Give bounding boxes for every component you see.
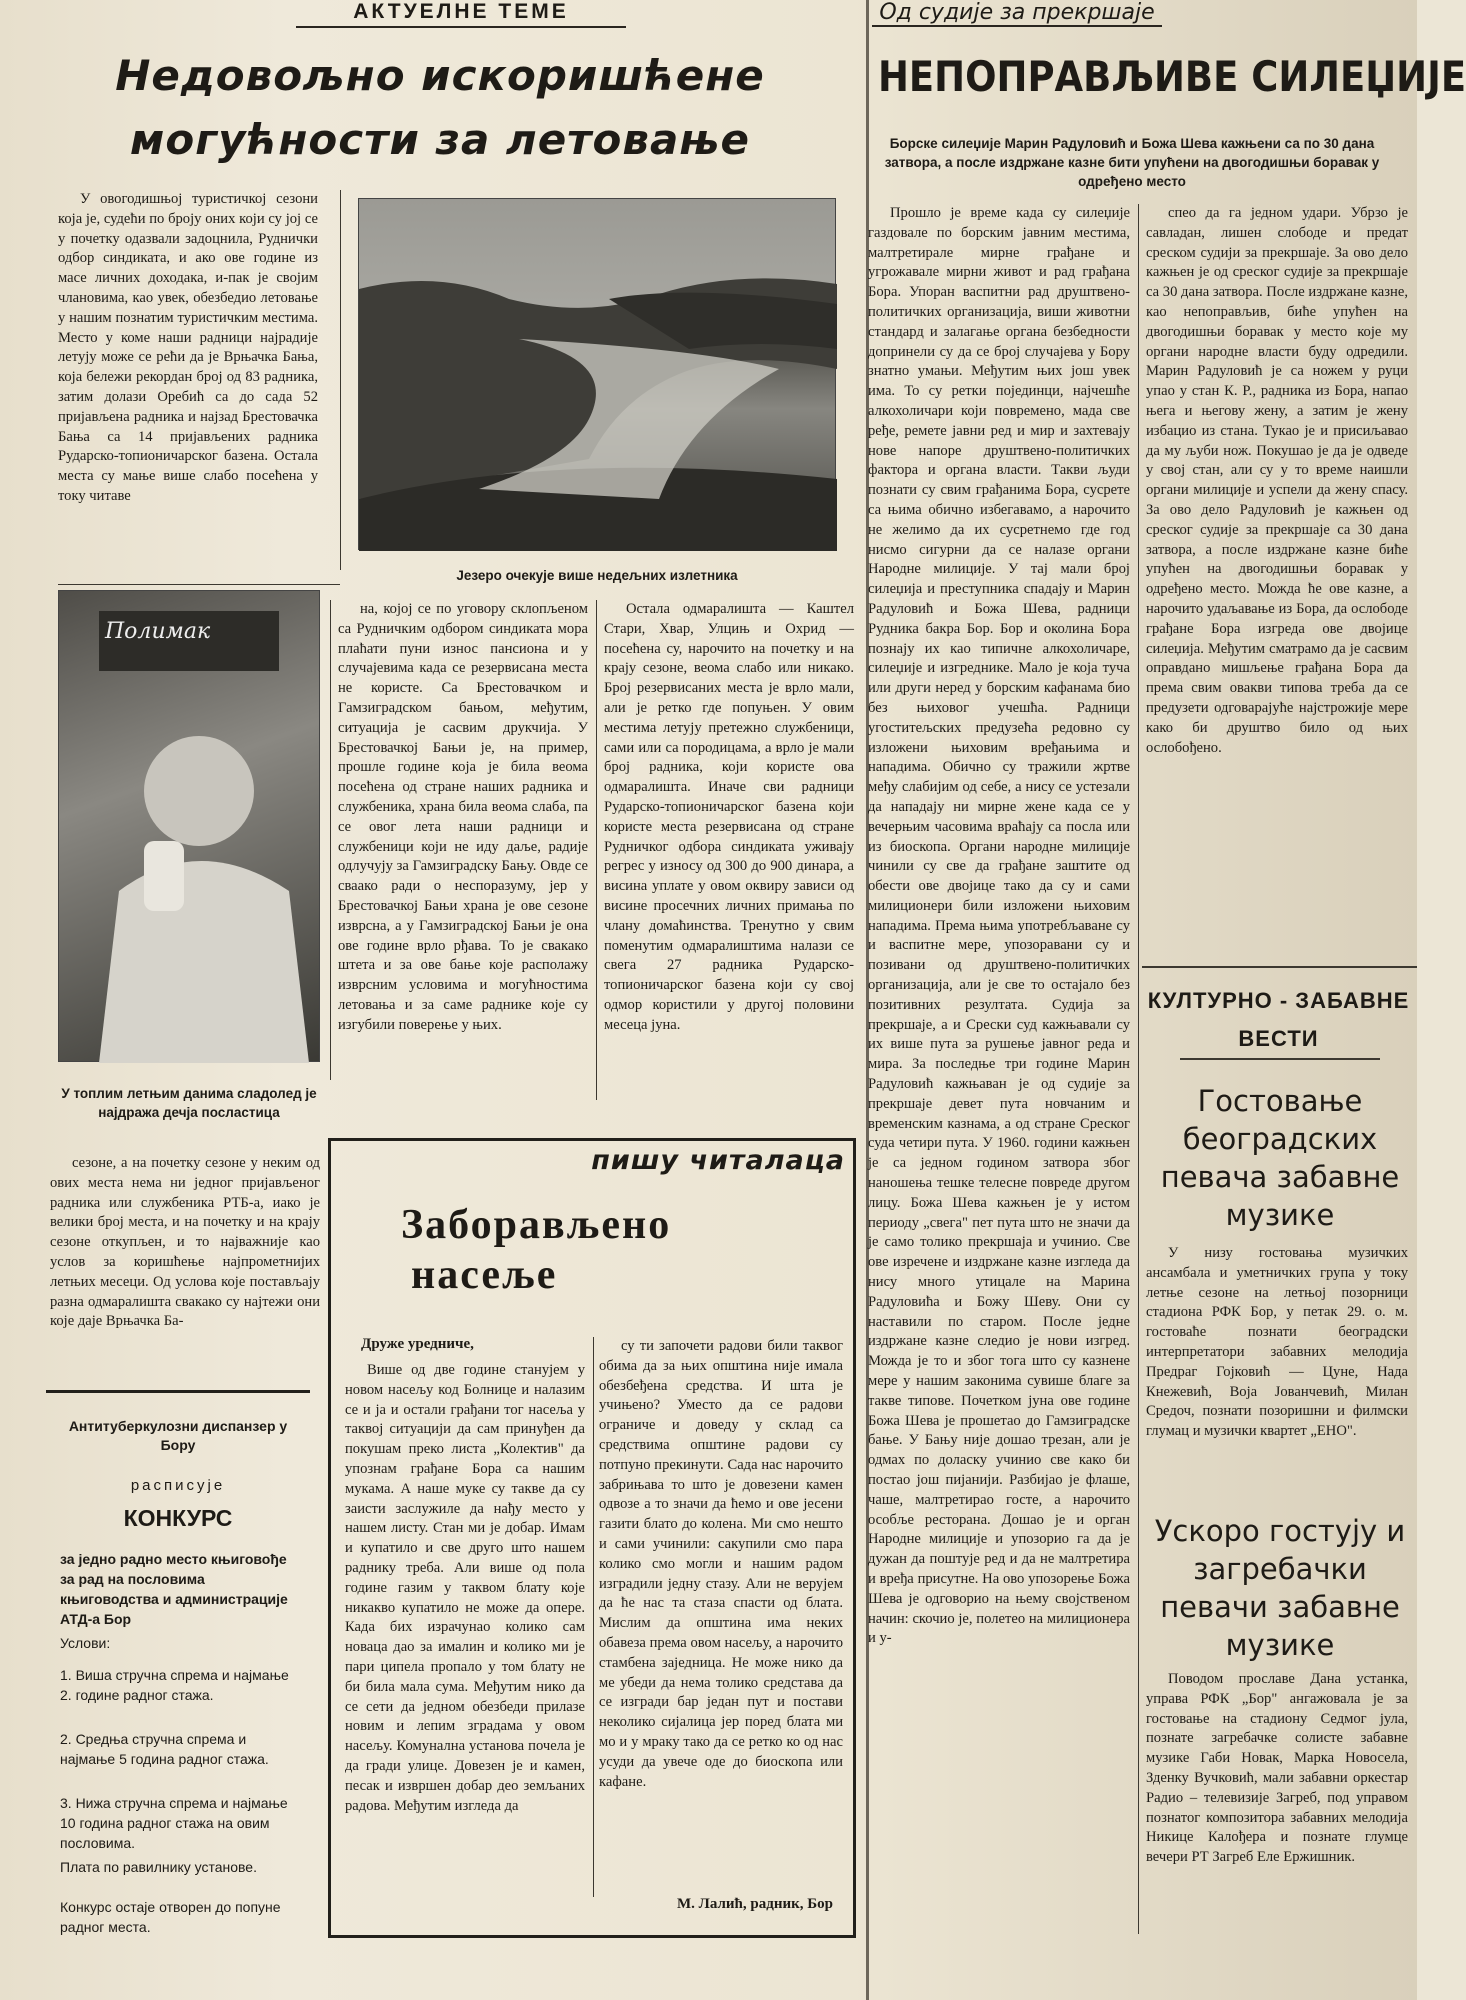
article-column-2: на, којој се по уговору склопљеном са Рудничким одбором синдиката мора плаћати пуни износ пансиона и у случајевима када се резервисана места не користе. Са Брестовачком и Гамзиградском бањом, међутим, ситуација је сасвим друкчија. У Брестовачкој Бањи је, на пример, прошле године која је била веома посећена од стране наших радника и службеника, храна била веома слаба, па се овог лета наши радници и службеници који не иду даље, радије одлучују за Гамзиградску Бању. Овде се сваако ради о неспоразуму, јер у Брестовачкој Бањи храна је ове сезоне изврсна, а у Гамзиградској Бањи је она ове године врло рђава. То је свакако штета и за ове бање које располажу изврсним условима и могућностима летовања и за саме раднике које су изгубили поверење у њих.: [338, 601, 588, 1033]
reader-letter-box: [328, 1138, 856, 1938]
news2-body: Поводом прославе Дана устанка, управа РФК „Бор" ангажовала је за гостовање на стадиону Седмог јула, познате загребачке солисте забавне музике Габи Новак, Марка Новосела, Зденку Вучковић, мали забавни оркестар Радио – телевизије Загреб, под управом познатог композитора забавних мелодија Никице Калођера и познате глумце вечери РТ Загреб Еле Ержишник.: [1146, 1671, 1408, 1866]
ad-verb: расписује: [130, 1477, 226, 1494]
intro-divider: [340, 190, 341, 570]
ad-conditions-title: Услови:: [60, 1635, 111, 1651]
boy-photo-drawing: [59, 591, 321, 1063]
letter-title-line2: насеље: [411, 1252, 558, 1298]
col-divider-1: [330, 600, 331, 1080]
culture-header-line1: КУЛТУРНО - ЗАБАВНЕ: [1147, 988, 1410, 1013]
letter-column-1: Више од две године станујем у новом насељу код Болнице и налазим се и ја и остали грађани тог насеља у таквој ситуацији да сам принуђен да покушам преко листа „Колектив" да упознам грађане Бора са нашим мукама. А наше муке су такве да су заисти заслужиле да нађу место у нашем листу. Стан ми је добар. Имам и купатило и све друго што нашем раднику треба. Али више од пола године газим у таквом блату које никакво купатило не може да опере. Када бих израчунао колико сам новаца дао за ималин и колико ми је пари ципела пропало у том блату не би била мала сума. Међутим нико да се сети да једном обезбеди прилазе новим и лепим зградама у овом насељу. Комунална установа почела је да гради улице. Довезен је и камен, песак и извршен добар део земљаних радова. Међутим изгледа да: [345, 1362, 585, 1814]
right-headline: НЕПОПРАВЉИВЕ СИЛЕЏИЈЕ: [878, 52, 1466, 101]
intro-column: У овогодишњој туристичкој сезони која је, судећи по броју оних који су јој се у почетку одазвали задоцнила, Руднички одбор синдиката, и ако ове године из масе личних доходака, и-пак је својим члановима, као увек, обезбедио летовање у нашим познатим туристичким местима. Место у коме наши радници најрадије летују може се рећи да је Врњачка Бања, која бележи рекордан број од 83 радника, затим долази Оребић са до сада 52 пријављена радника и најзад Брестовачка Бања са 14 пријављених радника Рударско-топионичарског базена. Остала места су мање више слабо посећена у току читаве: [58, 191, 318, 504]
culture-header-underline: [1180, 1058, 1380, 1060]
intro-bottom-rule: [58, 584, 340, 585]
letter-divider: [593, 1337, 594, 1897]
letter-salutation: Друже уредниче,: [361, 1336, 474, 1352]
right-article-column-1: Прошло је време када су силеџије газдовале по борским јавним местима, малтретирале мирне грађане и угрожавале мирни живот и рад грађана Бора. Упоран васпитни рад друштвено-политичких организација, виши животни стандард и залагање органа безбедности допринели су да се број случајева у Бору знатно умањи. Међутим њих још увек има. То су ретки појединци, најчешће алкохоличари који повремено, мада све ређе, ремете јавни ред и мир и захтевају нове напоре друштвено-политичких фактора и органа власти. Такви људи познати су свим грађанима Бора, сусрете са њима обично избегавамо, а нарочито не желимо да их сусретнемо где год нисмо сигурни да се налазе органи Народне милиције. У тај мали број силеџија и преступника спадају и Марин Радуловић и Божа Шева, радници Рудника бакра Бор. Бор и околина Бора познају их као типичне алкохоличаре, силеџије и изгреднике. Мало је која туча или други неред у борским кафанама био без њиховог учешћа. Радници угоститељских предузећа редовно су изложени њиховим вређањима и нападима. Обично су тражили жртве међу слабијим од себе, а нису се устезали да нападају ни мирне жене када се у вечерњим часовима враћају са посла или из биоскопа. Органи народне милиције чинили су све да грађане заштите од обести ове двојице тако да су и сами милиционери били изложени њиховим нападима. Према њима употребљаване су и васпитне мере, упозоравани су и позивани од друштвено-политичких организација, али је све то остајало без позитивних резултата. Судија за прекршаје, а и Срески суд кажњавали су их више пута за рушење јавног реда и мира. За последње три године Марин Радуловић кажњаван је од судије за прекршаје девет пута новчаним и временским казнама, а од стране Среског суда четири пута. У 1960. години кажњен је са једном годином затвора због наношења тешке телесне повреде другом лицу. Божа Шева кажњен је у истом периоду „свега" пет пута што не значи да је само толико прекршаја и учинио. Све ове изречене и издржане казне изгледа да нису много утицале на Марина Радуловића и Божу Шеву. Они су наставили по старом. После једне издржане казне следио је нови изгред. Можда је то и због тога што су казнене мере у нашим законима сувише благе за такве типове. Почетком јуна ове године Божа Шева је прошетао до Гамзиградске бање. У Бању није дошао трезан, али је одмах по доласку учинио све како би постао још пијанији. Разбијао је флаше, чаше, малтретирао госте, а нарочито особље ресторана. Дошао је и орган Народне милиције и упозорио га да је дужан да поштује ред и да не малтретира и вређа присутне. На ово упозорење Божа Шева је одговорио на њему својственом начин: скочио је, полетео на милиционера и у-: [868, 205, 1130, 1647]
left-column-bottom: сезоне, а на почетку сезоне у неким од ових места нема ни једног пријављеног радника или службеника РТБ-а, иако је велики број места, и на почетку и на крају сезоне откупљен, и то најважније као услов за коришћење најпрометнијих летњих месеци. Од услова које постављају разна одмаралишта свакако су најтежи они које даје Врњачка Ба-: [50, 1155, 320, 1330]
culture-top-rule: [1142, 966, 1417, 968]
left-headline-line2: могућности за летовање: [130, 115, 750, 164]
ad-condition-1: 1. Виша стручна спрема и најмање 2. године радног стажа.: [60, 1667, 289, 1703]
boy-photo-caption: У топлим летњим данима сладолед је најдража дечја посластица: [61, 1086, 317, 1120]
ad-condition-3: 3. Нижа стручна спрема и најмање 10 година радног стажа на овим пословима.: [60, 1795, 288, 1851]
right-col-divider: [1138, 204, 1139, 1934]
letter-column-2: су ти започети радови били таквог обима да за њих општина није имала обезбеђена средства. И шта је учињено? Уместо да се радови ограниче и доведу у склад са средствима општине радови су потпуно прекинути. Сада нас нарочито забрињава то што је довезени камен одвозе а то значи да ћемо и ове јесени газити блато до колена. Ми смо нешто и сами учинили: сакупили смо пара колико смо могли и нашим радом изградили једну стазу. Али не верујем да ће нас та стаза спасти од блата. Мислим да општина има неких обавеза према овом насељу, а нарочито стамбена заједница. Не може нико да ме убеди да нема толико средстава да се изгради бар један пут и постави неколико сијалица јер поред блата ми мо и у мраку тако да се ретко ко од нас усуди да увече оде до биоскопа или кафане.: [599, 1338, 843, 1790]
ad-open-until: Конкурс остаје отворен до попуне радног места.: [60, 1899, 281, 1935]
ad-title: КОНКУРС: [123, 1505, 233, 1531]
shop-sign: Полимак: [105, 619, 211, 644]
right-article-column-2: спео да га једном удари. Убрзо је савладан, лишен слободе и предат среском судији за прекршаје. За ово дело кажњен је од среског судије за прекршаје са 30 дана затвора. После издржане казне, као непоправљив, биће упућен на двогодишњи боравак у место које му органи народне власти буду одредили. Марин Радуловић је са ножем у руци упао у стан К. Р., радника из Бора, напао њега и његову жену, а затим је жену избацио из стана. Тукао је и присиљавао да му љуби нож. Покушао је да је одведе у свој стан, али су у то време наишли органи милиције и успели да жену спасу. За ово дело Радуловић је кажњен од среског судије за прекршаје са 30 дана затвора, а после издржане казне биће упућен на двогодишњи боравак у одређено место. Можда ће ове казне, а нарочито удаљавање из Бора, да ослободе грађане Бора изгреда ове двојице силеџија. Међутим сматрамо да је сасвим оправдано мишљење грађана Бора да према свим овакви типова треба да се предузети одговарајуће најстрожије мере како би друштво било од њих ослобођено.: [1146, 205, 1408, 756]
news1-title: Гостовање београдских певача забавне музике: [1160, 1084, 1400, 1232]
article-column-3: Остала одмаралишта — Каштел Стари, Хвар, Улцињ и Охрид — посећена су, нарочито на почетку и на крају сезоне, веома слабо или никако. Број резервисаних места је врло мали, али је ретко где попуњен. У овим местима летују претежно службеници, сами или са породицама, а врло је мали број радника, који користе ова одмаралишта. Иначе сви радници Рударско-топионичарског базена који користе места резервисана од стране Рудничког одбора синдиката уживају регрес у износу од 300 до 900 динара, а висина уплате у овом оквиру зависи од висине просечних личних примања по члану домаћинства. Тренутно у свим поменутим одмаралиштима налази се свега 27 радника Рударско-топионичарског базена који су свој одмор користили у другој половини месеца јуна.: [604, 601, 854, 1033]
culture-header-line2: ВЕСТИ: [1238, 1026, 1319, 1051]
readers-section-tag: пишу читалаца: [591, 1145, 845, 1176]
right-subhead: Борске силеџије Марин Радуловић и Божа Шева кажњени са по 30 дана затвора, а после издржане казне бити упућени на двогодишњи боравак у одређено место: [884, 136, 1380, 189]
col-divider-2: [596, 600, 597, 1100]
job-ad-box: [46, 1390, 310, 1935]
lake-photo: [358, 198, 836, 550]
left-headline-line1: Недовољно искоришћене: [115, 51, 765, 100]
ad-pay: Плата по равилнику установе.: [60, 1859, 257, 1875]
lake-photo-drawing: [359, 199, 837, 551]
ad-issuer: Антитуберкулозни диспанзер у Бору: [68, 1418, 288, 1453]
letter-signature: М. Лалић, радник, Бор: [677, 1896, 833, 1912]
letter-title-line1: Заборављено: [401, 1202, 672, 1248]
ad-body: за једно радно место књиговође за рад на пословима књиговодства и администрације АТД-а Бор: [60, 1551, 288, 1627]
news2-title: Ускоро гостују и загребачки певачи забавне музике: [1154, 1514, 1406, 1662]
boy-photo: [58, 590, 320, 1062]
left-kicker: АКТУЕЛНЕ ТЕМЕ: [296, 0, 626, 28]
right-kicker: Од судије за прекршаје: [872, 0, 1162, 27]
ad-condition-2: 2. Средња стручна спрема и најмање 5 година радног стажа.: [60, 1731, 269, 1767]
news1-body: У низу гостовања музичких ансамбала и уметничких група у току летње сезоне на летњој позорници стадиона РФК Бор, у петак 29. о. м. гостоваће познати београдски интерпретатори забавних мелодија Предраг Гојковић — Цуне, Нада Кнежевић, Воја Јованчевић, Милан Средоч, познати позоришни и филмски глумац и музички квартет „ЕНО".: [1146, 1245, 1408, 1440]
lake-photo-caption: Језеро очекује више недељних излетника: [456, 568, 738, 583]
